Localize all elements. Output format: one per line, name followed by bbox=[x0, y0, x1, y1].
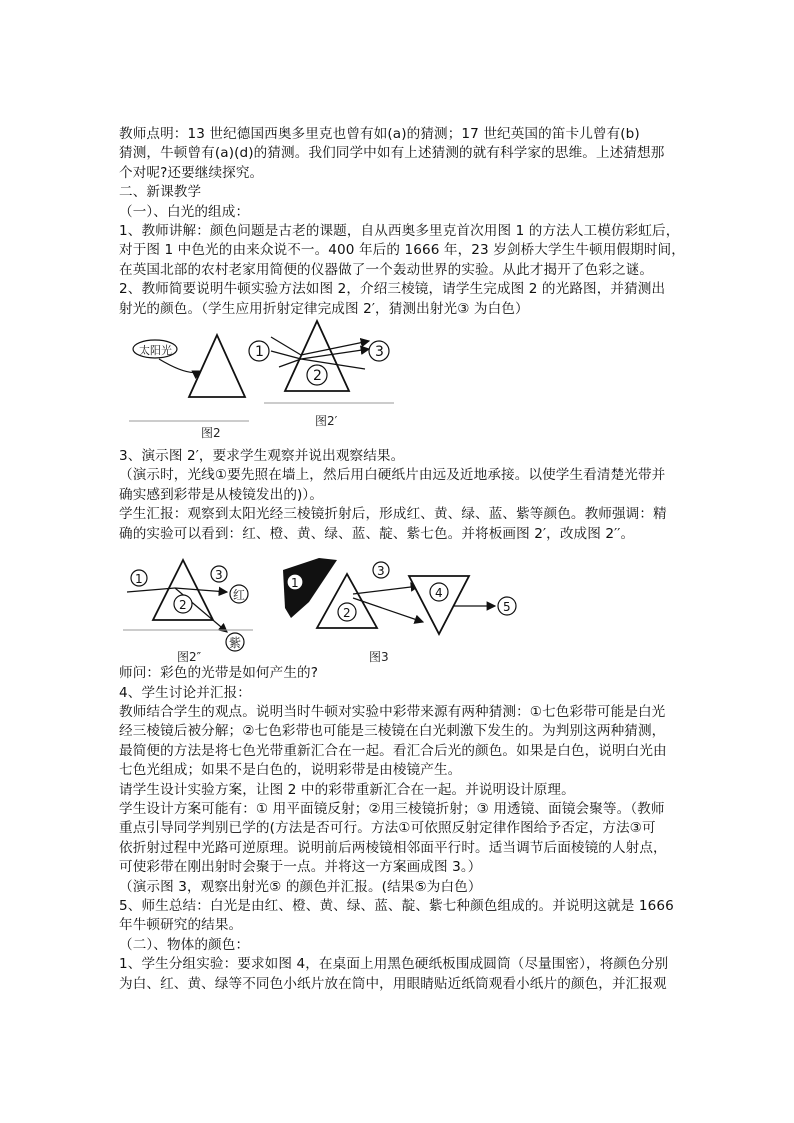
ray-number-5-label: 5 bbox=[503, 600, 511, 615]
ray-number-2-label: 2 bbox=[343, 606, 351, 621]
text-line: 为白、红、黄、绿等不同色小纸片放在筒中，用眼睛贴近纸筒观看小纸片的颜色，并汇报观 bbox=[119, 975, 667, 992]
subsection-heading: （一）、白光的组成： bbox=[119, 203, 250, 220]
section-heading: 二、新课教学 bbox=[119, 184, 202, 201]
text-line: 学生设计方案可能有：① 用平面镜反射；②用三棱镜折射；③ 用透镜、面镜会聚等。（教师 bbox=[119, 800, 665, 817]
text-line: （演示图 3，观察出射光⑤ 的颜色并汇报。(结果⑤为白色） bbox=[119, 878, 482, 895]
text-line: 3、演示图 2′，要求学生观察并说出观察结果。 bbox=[119, 448, 405, 465]
ray-number-2-label: 2 bbox=[313, 368, 322, 385]
ray-number-3-label: 3 bbox=[377, 564, 385, 579]
figure-2-double-prime bbox=[123, 560, 253, 664]
text-line: 在英国北部的农村老家用简便的仪器做了一个轰动世界的实验。从此才揭开了色彩之谜。 bbox=[119, 261, 654, 278]
ray-number-1-label: 1 bbox=[291, 576, 299, 591]
ray-number-3-label: 3 bbox=[375, 344, 384, 361]
figure-2 bbox=[129, 335, 249, 440]
text-line: 对于图 1 中色光的由来众说不一。400 年后的 1666 年，23 岁剑桥大学生牛顿用假期时间， bbox=[119, 242, 685, 259]
text-line: 个对呢?还要继续探究。 bbox=[119, 164, 264, 181]
text-line: 确实感到彩带是从棱镜发出的)）。 bbox=[119, 486, 324, 503]
text-line: 教师点明：13 世纪德国西奥多里克也曾有如(a)的猜测；17 世纪英国的笛卡儿曾有(b) bbox=[119, 126, 640, 142]
text-line: 教师结合学生的观点。说明当时牛顿对实验中彩带来源有两种猜测：①七色彩带可能是白光 bbox=[119, 703, 666, 720]
ray-number-1-label: 1 bbox=[255, 344, 264, 361]
figure-3 bbox=[283, 558, 516, 664]
text-line: 2、教师简要说明牛顿实验方法如图 2，介绍三棱镜，请学生完成图 2 的光路图，并猜测出 bbox=[119, 281, 666, 298]
figure-3-caption: 图3 bbox=[369, 650, 389, 665]
text-line: 师问：彩色的光带是如何产生的? bbox=[119, 665, 319, 682]
ray-line bbox=[353, 586, 419, 594]
sun-label: 太阳光 bbox=[139, 344, 172, 358]
figure-2-double-prime-caption: 图2″ bbox=[177, 650, 202, 665]
red-label: 红 bbox=[233, 588, 246, 603]
text-line: 经三棱镜后被分解；②七色彩带也可能是三棱镜在白光刺激下发生的。为判别这两种猜测， bbox=[119, 723, 666, 740]
text-line: （演示时，光线①要先照在墙上，然后用白硬纸片由远及近地承接。以使学生看清楚光带并 bbox=[119, 467, 666, 484]
violet-label: 紫 bbox=[229, 636, 242, 651]
text-line: 1、教师讲解：颜色问题是古老的课题，自从西奥多里克首次用图 1 的方法人工模仿彩虹后， bbox=[119, 223, 680, 240]
figure-2-and-2prime bbox=[129, 319, 429, 447]
text-line: 重点引导同学判别已学的(方法是否可行。方法①可依照反射定律作图给予否定，方法③可 bbox=[119, 820, 656, 837]
text-line: 4、学生讨论并汇报： bbox=[119, 684, 251, 701]
document-page bbox=[119, 125, 685, 994]
text-line: 年牛顿研究的结果。 bbox=[119, 917, 243, 934]
incident-ray bbox=[159, 359, 201, 373]
figure-row-2 bbox=[119, 544, 679, 664]
text-line: 七色光组成；如果不是白色的，说明彩带是由棱镜产生。 bbox=[119, 762, 462, 779]
figure-row-1 bbox=[119, 319, 679, 447]
ray-number-2-label: 2 bbox=[179, 598, 187, 613]
figure-2-prime bbox=[249, 321, 394, 428]
subsection-heading: （二）、物体的颜色： bbox=[119, 936, 250, 953]
figure-2-prime-caption: 图2′ bbox=[315, 414, 338, 429]
text-line: 射光的颜色。（学生应用折射定律完成图 2′，猜测出射光③ 为白色） bbox=[119, 300, 529, 317]
text-line: 最简便的方法是将七色光带重新汇合在一起。看汇合后光的颜色。如果是白色，说明白光由 bbox=[119, 742, 667, 759]
text-line: 确的实验可以看到：红、橙、黄、绿、蓝、靛、紫七色。并将板画图 2′，改成图 2′′。 bbox=[119, 525, 635, 542]
text-line: 1、学生分组实验：要求如图 4，在桌面上用黑色硬纸板围成圆筒（尽量围密），将颜色分别 bbox=[119, 956, 669, 973]
text-line: 可使彩带在刚出射时会聚于一点。并将这一方案画成图 3。） bbox=[119, 859, 482, 876]
ray-number-3-label: 3 bbox=[215, 568, 223, 583]
text-line: 5、师生总结：白光是由红、橙、黄、绿、蓝、靛、紫七种颜色组成的。并说明这就是 1666 bbox=[119, 897, 674, 914]
prism-triangle bbox=[189, 335, 245, 397]
text-line: 猜测，牛顿曾有(a)(d)的猜测。我们同学中如有上述猜测的就有科学家的思维。上述猜想那 bbox=[119, 145, 665, 162]
ray-number-4-label: 4 bbox=[435, 586, 443, 601]
figure-2-caption: 图2 bbox=[201, 426, 221, 441]
text-line: 依折射过程中光路可逆原理。说明前后两棱镜相邻面平行时。适当调节后面棱镜的人射点， bbox=[119, 839, 667, 856]
figure-2pp-and-3 bbox=[123, 548, 543, 668]
ray-number-1-label: 1 bbox=[135, 572, 143, 587]
text-line: 学生汇报：观察到太阳光经三棱镜折射后，形成红、黄、绿、蓝、紫等颜色。教师强调：精 bbox=[119, 506, 667, 523]
text-line: 请学生设计实验方案，让图 2 中的彩带重新汇合在一起。并说明设计原理。 bbox=[119, 781, 575, 798]
